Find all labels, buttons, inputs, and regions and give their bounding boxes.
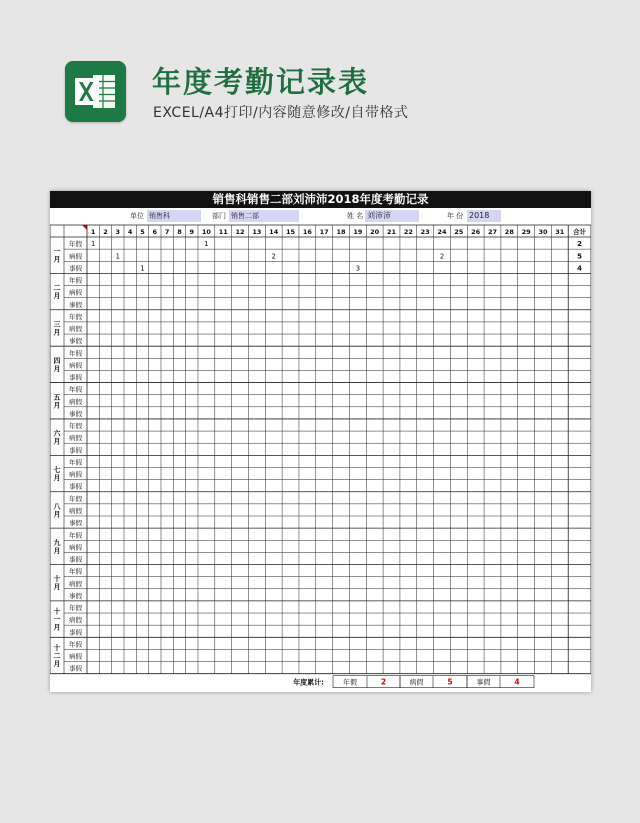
day-header-30: 30 <box>538 228 548 236</box>
leave-type-label: 事假 <box>69 446 82 455</box>
day-header-5: 5 <box>140 228 145 236</box>
row-total: 2 <box>577 240 583 249</box>
leave-type-label: 年假 <box>69 494 82 503</box>
day-header-18: 18 <box>336 228 346 236</box>
day-header-2: 2 <box>103 228 108 236</box>
leave-type-label: 事假 <box>69 591 82 600</box>
day-header-23: 23 <box>420 228 430 236</box>
month-label-8: 八 <box>53 502 61 511</box>
attendance-grid <box>50 191 591 692</box>
day-header-28: 28 <box>504 228 514 236</box>
summary-personal-label: 事假 <box>476 678 491 687</box>
leave-type-label: 病假 <box>69 616 82 625</box>
leave-type-label: 年假 <box>69 604 82 613</box>
leave-type-label: 年假 <box>69 312 82 321</box>
day-header-9: 9 <box>189 228 195 236</box>
row-total: 5 <box>577 252 583 261</box>
leave-type-label: 事假 <box>69 373 82 382</box>
year-value[interactable]: 2018 <box>467 210 501 222</box>
dept-value[interactable]: 销售二部 <box>229 210 299 222</box>
month-label-11: 一 <box>53 615 61 624</box>
leave-type-label: 年假 <box>69 349 82 358</box>
leave-type-label: 年假 <box>69 458 82 467</box>
leave-type-label: 事假 <box>69 628 82 637</box>
name-label: 姓 名 <box>347 212 364 220</box>
leave-type-label: 病假 <box>69 652 82 661</box>
month-label-10: 十 <box>53 575 61 584</box>
excel-icon <box>65 61 126 122</box>
leave-type-label: 年假 <box>69 422 82 431</box>
leave-type-label: 年假 <box>69 567 82 576</box>
name-value[interactable]: 刘沛沛 <box>365 210 419 222</box>
attendance-sheet <box>50 191 591 692</box>
month-label-5: 五 <box>53 393 61 402</box>
leave-type-label: 年假 <box>69 385 82 394</box>
leave-type-label: 事假 <box>69 664 82 673</box>
leave-type-label: 病假 <box>69 361 82 370</box>
day-header-27: 27 <box>487 228 498 236</box>
attendance-cell[interactable]: 2 <box>439 252 445 261</box>
leave-type-label: 病假 <box>69 470 82 479</box>
leave-type-label: 事假 <box>69 264 82 273</box>
unit-label: 单位 <box>130 212 144 220</box>
month-label-2: 月 <box>53 292 61 301</box>
month-label-12: 二 <box>53 651 61 660</box>
month-label-4: 四 <box>53 356 61 365</box>
day-header-21: 21 <box>386 228 397 236</box>
month-label-6: 六 <box>53 429 61 438</box>
leave-type-label: 病假 <box>69 543 82 552</box>
summary-annual-label: 年假 <box>343 678 357 687</box>
day-header-20: 20 <box>370 228 380 236</box>
day-header-10: 10 <box>201 228 211 236</box>
day-header-19: 19 <box>353 228 363 236</box>
day-header-25: 25 <box>454 228 464 236</box>
leave-type-label: 年假 <box>69 240 82 249</box>
row-total: 4 <box>577 264 583 273</box>
month-label-1: 月 <box>53 255 61 264</box>
attendance-cell[interactable]: 1 <box>140 264 145 273</box>
day-header-8: 8 <box>177 228 182 236</box>
summary-annual-value: 2 <box>380 677 387 687</box>
day-header-7: 7 <box>164 228 170 236</box>
month-label-9: 月 <box>53 546 61 555</box>
attendance-cell[interactable]: 1 <box>204 240 209 249</box>
leave-type-label: 事假 <box>69 555 82 564</box>
month-label-10: 月 <box>53 583 61 592</box>
day-header-6: 6 <box>152 228 158 236</box>
leave-type-label: 病假 <box>69 579 82 588</box>
leave-type-label: 年假 <box>69 531 82 540</box>
dept-label: 部门 <box>212 212 226 220</box>
leave-type-label: 病假 <box>69 397 82 406</box>
leave-type-label: 年假 <box>69 276 82 285</box>
month-label-7: 七 <box>53 466 61 475</box>
month-label-2: 二 <box>53 284 61 293</box>
day-header-12: 12 <box>235 228 245 236</box>
year-label: 年 份 <box>447 212 464 220</box>
day-header-31: 31 <box>555 228 565 236</box>
summary-label: 年度累计: <box>293 678 324 687</box>
day-header-22: 22 <box>403 228 413 236</box>
sheet-title: 销售科销售二部刘沛沛2018年度考勤记录 <box>50 191 591 208</box>
leave-type-label: 病假 <box>69 288 82 297</box>
month-label-12: 月 <box>53 659 61 668</box>
summary-sick-label: 病假 <box>409 678 424 687</box>
day-header-1: 1 <box>90 228 96 236</box>
month-label-9: 九 <box>53 538 61 547</box>
page-subtitle: EXCEL/A4打印/内容随意修改/自带格式 <box>153 105 409 121</box>
total-header: 合计 <box>573 228 587 236</box>
day-header-15: 15 <box>286 228 296 236</box>
leave-type-label: 事假 <box>69 337 82 346</box>
leave-type-label: 事假 <box>69 300 82 309</box>
leave-type-label: 病假 <box>69 434 82 443</box>
month-label-1: 一 <box>53 247 61 256</box>
attendance-cell[interactable]: 3 <box>355 264 361 273</box>
summary-sick-value: 5 <box>447 677 453 687</box>
leave-type-label: 事假 <box>69 482 82 491</box>
day-header-14: 14 <box>269 228 279 236</box>
day-header-3: 3 <box>115 228 121 236</box>
month-label-4: 月 <box>53 364 61 373</box>
summary-personal-value: 4 <box>514 677 520 687</box>
day-header-13: 13 <box>252 228 262 236</box>
day-header-16: 16 <box>302 228 312 236</box>
day-header-29: 29 <box>521 228 531 236</box>
month-label-12: 十 <box>53 643 61 652</box>
month-label-11: 十 <box>53 607 61 616</box>
leave-type-label: 事假 <box>69 409 82 418</box>
page-title: 年度考勤记录表 <box>152 65 370 99</box>
comment-marker-icon <box>82 225 87 230</box>
leave-type-label: 病假 <box>69 506 82 515</box>
day-header-11: 11 <box>218 228 228 236</box>
day-header-17: 17 <box>319 228 329 236</box>
day-header-24: 24 <box>437 228 447 236</box>
attendance-cell[interactable]: 1 <box>91 240 96 249</box>
month-label-7: 月 <box>53 474 61 483</box>
unit-value[interactable]: 销售科 <box>147 210 201 222</box>
leave-type-label: 年假 <box>69 640 82 649</box>
day-header-26: 26 <box>471 228 481 236</box>
leave-type-label: 病假 <box>69 325 82 334</box>
month-label-11: 月 <box>53 623 61 632</box>
month-label-3: 月 <box>53 328 61 337</box>
month-label-8: 月 <box>53 510 61 519</box>
day-header-4: 4 <box>127 228 133 236</box>
attendance-cell[interactable]: 1 <box>115 252 120 261</box>
month-label-5: 月 <box>53 401 61 410</box>
month-label-3: 三 <box>53 320 61 329</box>
leave-type-label: 病假 <box>69 252 82 261</box>
leave-type-label: 事假 <box>69 519 82 528</box>
month-label-6: 月 <box>53 437 61 446</box>
attendance-cell[interactable]: 2 <box>271 252 276 261</box>
